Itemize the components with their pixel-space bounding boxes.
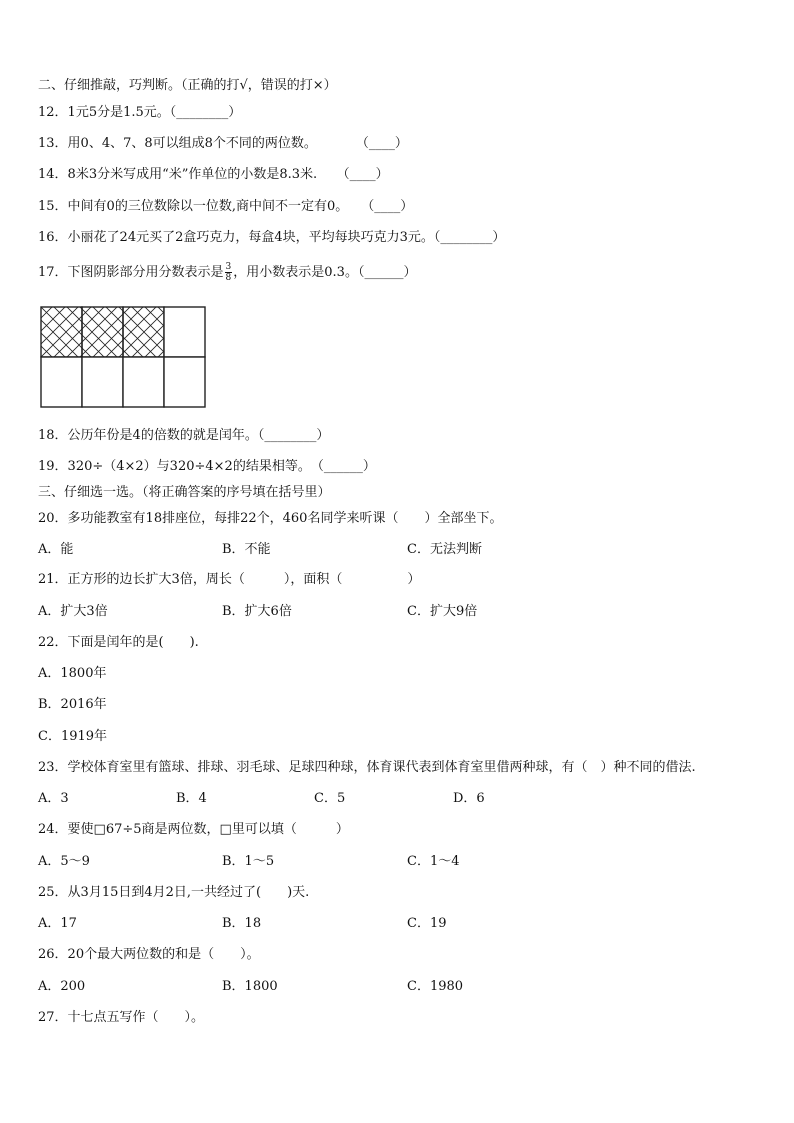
option-c[interactable]: C．19 [407, 916, 447, 931]
option-d[interactable]: D．6 [453, 791, 485, 806]
question-17-text-after: ，用小数表示是0.3。（______） [233, 265, 417, 280]
question-20-options [38, 542, 758, 558]
shaded-cell [41, 307, 82, 357]
grid-cell [164, 357, 205, 407]
option-a[interactable]: A．5～9 [38, 854, 90, 869]
question-22-option-a[interactable]: A．1800年 [38, 666, 107, 681]
shaded-cell [82, 307, 123, 357]
question-27: 27．十七点五写作（ ）。 [38, 1010, 205, 1025]
question-12: 12．1元5分是1.5元。（________） [38, 105, 242, 120]
option-c[interactable]: C．1～4 [407, 854, 460, 869]
question-24: 24．要使□67÷5商是两位数，□里可以填（ ） [38, 822, 349, 837]
option-c[interactable]: C．无法判断 [407, 542, 482, 557]
question-14: 14．8米3分米写成用“米”作单位的小数是8.3米. （____） [38, 167, 389, 182]
fraction-denominator: 8 [225, 273, 232, 283]
question-20: 20．多功能教室有18排座位，每排22个，460名同学来听课（ ）全部坐下。 [38, 511, 503, 526]
question-17-text-before: 17．下图阴影部分用分数表示是 [38, 265, 224, 280]
question-23-options [38, 791, 758, 807]
grid-cell [41, 357, 82, 407]
option-a[interactable]: A．17 [38, 916, 77, 931]
option-a[interactable]: A．200 [38, 979, 86, 994]
option-b[interactable]: B．1800 [222, 979, 278, 994]
section-heading-judge: 二、仔细推敲，巧判断。（正确的打√，错误的打×） [38, 78, 337, 93]
option-a[interactable]: A．扩大3倍 [38, 604, 108, 619]
question-19: 19．320÷（4×2）与320÷4×2的结果相等。 （______） [38, 459, 376, 474]
question-17 [38, 261, 416, 285]
shaded-cell [123, 307, 164, 357]
fraction-numerator: 3 [225, 262, 232, 272]
option-c[interactable]: C．扩大9倍 [407, 604, 478, 619]
question-22-option-b[interactable]: B．2016年 [38, 697, 107, 712]
grid-cell [164, 307, 205, 357]
question-22: 22．下面是闰年的是( ). [38, 635, 199, 650]
question-25: 25．从3月15日到4月2日,一共经过了( )天. [38, 885, 310, 900]
option-a[interactable]: A．3 [38, 791, 69, 806]
grid-cell [82, 357, 123, 407]
question-26-options [38, 979, 758, 995]
option-a[interactable]: A．能 [38, 542, 74, 557]
question-21-options [38, 604, 758, 620]
question-23: 23．学校体育室里有篮球、排球、羽毛球、足球四种球，体育课代表到体育室里借两种球，有（ ）种不同的借法. [38, 760, 696, 775]
option-b[interactable]: B．18 [222, 916, 262, 931]
question-16: 16．小丽花了24元买了2盒巧克力，每盒4块，平均每块巧克力3元。（________） [38, 230, 506, 245]
section-heading-choice: 三、仔细选一选。（将正确答案的序号填在括号里） [38, 485, 331, 500]
question-25-options [38, 916, 758, 932]
question-26: 26．20个最大两位数的和是（ ）。 [38, 947, 260, 962]
grid-cell [123, 357, 164, 407]
question-18: 18．公历年份是4的倍数的就是闰年。（________） [38, 428, 330, 443]
question-24-options [38, 854, 758, 870]
option-c[interactable]: C．1980 [407, 979, 464, 994]
option-b[interactable]: B．1～5 [222, 854, 275, 869]
shaded-grid-figure [40, 306, 206, 410]
question-13: 13．用0、4、7、8可以组成8个不同的两位数。 （____） [38, 136, 408, 151]
option-b[interactable]: B．4 [176, 791, 207, 806]
option-c[interactable]: C．5 [314, 791, 346, 806]
option-b[interactable]: B．不能 [222, 542, 271, 557]
fraction [225, 262, 233, 283]
question-22-option-c[interactable]: C．1919年 [38, 729, 108, 744]
option-b[interactable]: B．扩大6倍 [222, 604, 292, 619]
question-21: 21．正方形的边长扩大3倍，周长（ ），面积（ ） [38, 572, 421, 587]
question-15: 15．中间有0的三位数除以一位数,商中间不一定有0。 （____） [38, 199, 414, 214]
